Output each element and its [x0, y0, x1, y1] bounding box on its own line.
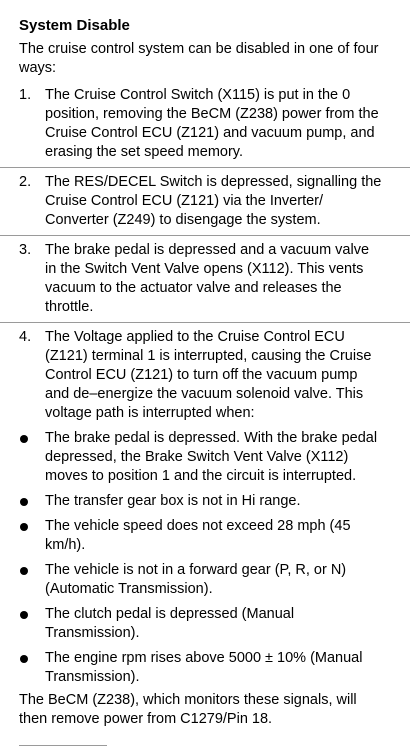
item-text: The RES/DECEL Switch is depressed, signalling the Cruise Control ECU (Z121) via the Inverter/ Converter (Z249) to disengage the system. [45, 174, 382, 228]
item-text: The brake pedal is depressed and a vacuum valve in the Switch Vent Valve opens (X112). This vents vacuum to the actuator valve and releases the throttle. [45, 242, 370, 315]
bullet-item-2 [19, 492, 383, 511]
bullet-icon [20, 523, 28, 531]
item-text: The Cruise Control Switch (X115) is put in the 0 position, removing the BeCM (Z238) power from the Cruise Control ECU (Z121) and vacuum pump, and erasing the set speed memory. [45, 87, 379, 160]
closing-paragraph: The BeCM (Z238), which monitors these signals, will then remove power from C1279/Pin 18. [19, 692, 357, 727]
bullet-icon [20, 567, 28, 575]
bullet-item-6 [19, 649, 383, 687]
item-text: The transfer gear box is not in Hi range. [45, 493, 301, 509]
document-page [19, 16, 383, 729]
item-text: The vehicle is not in a forward gear (P, R, or N) (Automatic Transmission). [45, 562, 347, 597]
bullet-item-3 [19, 517, 383, 555]
bullet-icon [20, 611, 28, 619]
numbered-item-2 [19, 173, 383, 230]
divider [0, 235, 410, 236]
section-heading: System Disable [19, 17, 130, 34]
item-number: 1. [19, 87, 32, 103]
divider [0, 167, 410, 168]
item-number: 2. [19, 174, 32, 190]
bullet-icon [20, 655, 28, 663]
item-text: The engine rpm rises above 5000 ± 10% (Manual Transmission). [45, 650, 363, 685]
footer-divider [19, 745, 107, 746]
bullet-item-4 [19, 561, 383, 599]
intro-paragraph: The cruise control system can be disabled in one of four ways: [19, 41, 379, 76]
numbered-item-4 [19, 328, 383, 423]
item-text: The brake pedal is depressed. With the brake pedal depressed, the Brake Switch Vent Valve (X112) moves to position 1 and the circuit is interrupted. [45, 430, 378, 484]
bullet-icon [20, 435, 28, 443]
numbered-item-3 [19, 241, 383, 317]
bullet-item-5 [19, 605, 383, 643]
numbered-item-1 [19, 86, 383, 162]
item-text: The clutch pedal is depressed (Manual Transmission). [45, 606, 295, 641]
item-text: The vehicle speed does not exceed 28 mph (45 km/h). [45, 518, 351, 553]
bullet-icon [20, 498, 28, 506]
item-number: 4. [19, 329, 32, 345]
item-number: 3. [19, 242, 32, 258]
divider [0, 322, 410, 323]
bullet-item-1 [19, 429, 383, 486]
item-text: The Voltage applied to the Cruise Control ECU (Z121) terminal 1 is interrupted, causing the Cruise Control ECU (Z121) to turn off the vacuum pump and de–energize the vacuum solenoid valve. This voltage path is interrupted when: [45, 329, 372, 421]
